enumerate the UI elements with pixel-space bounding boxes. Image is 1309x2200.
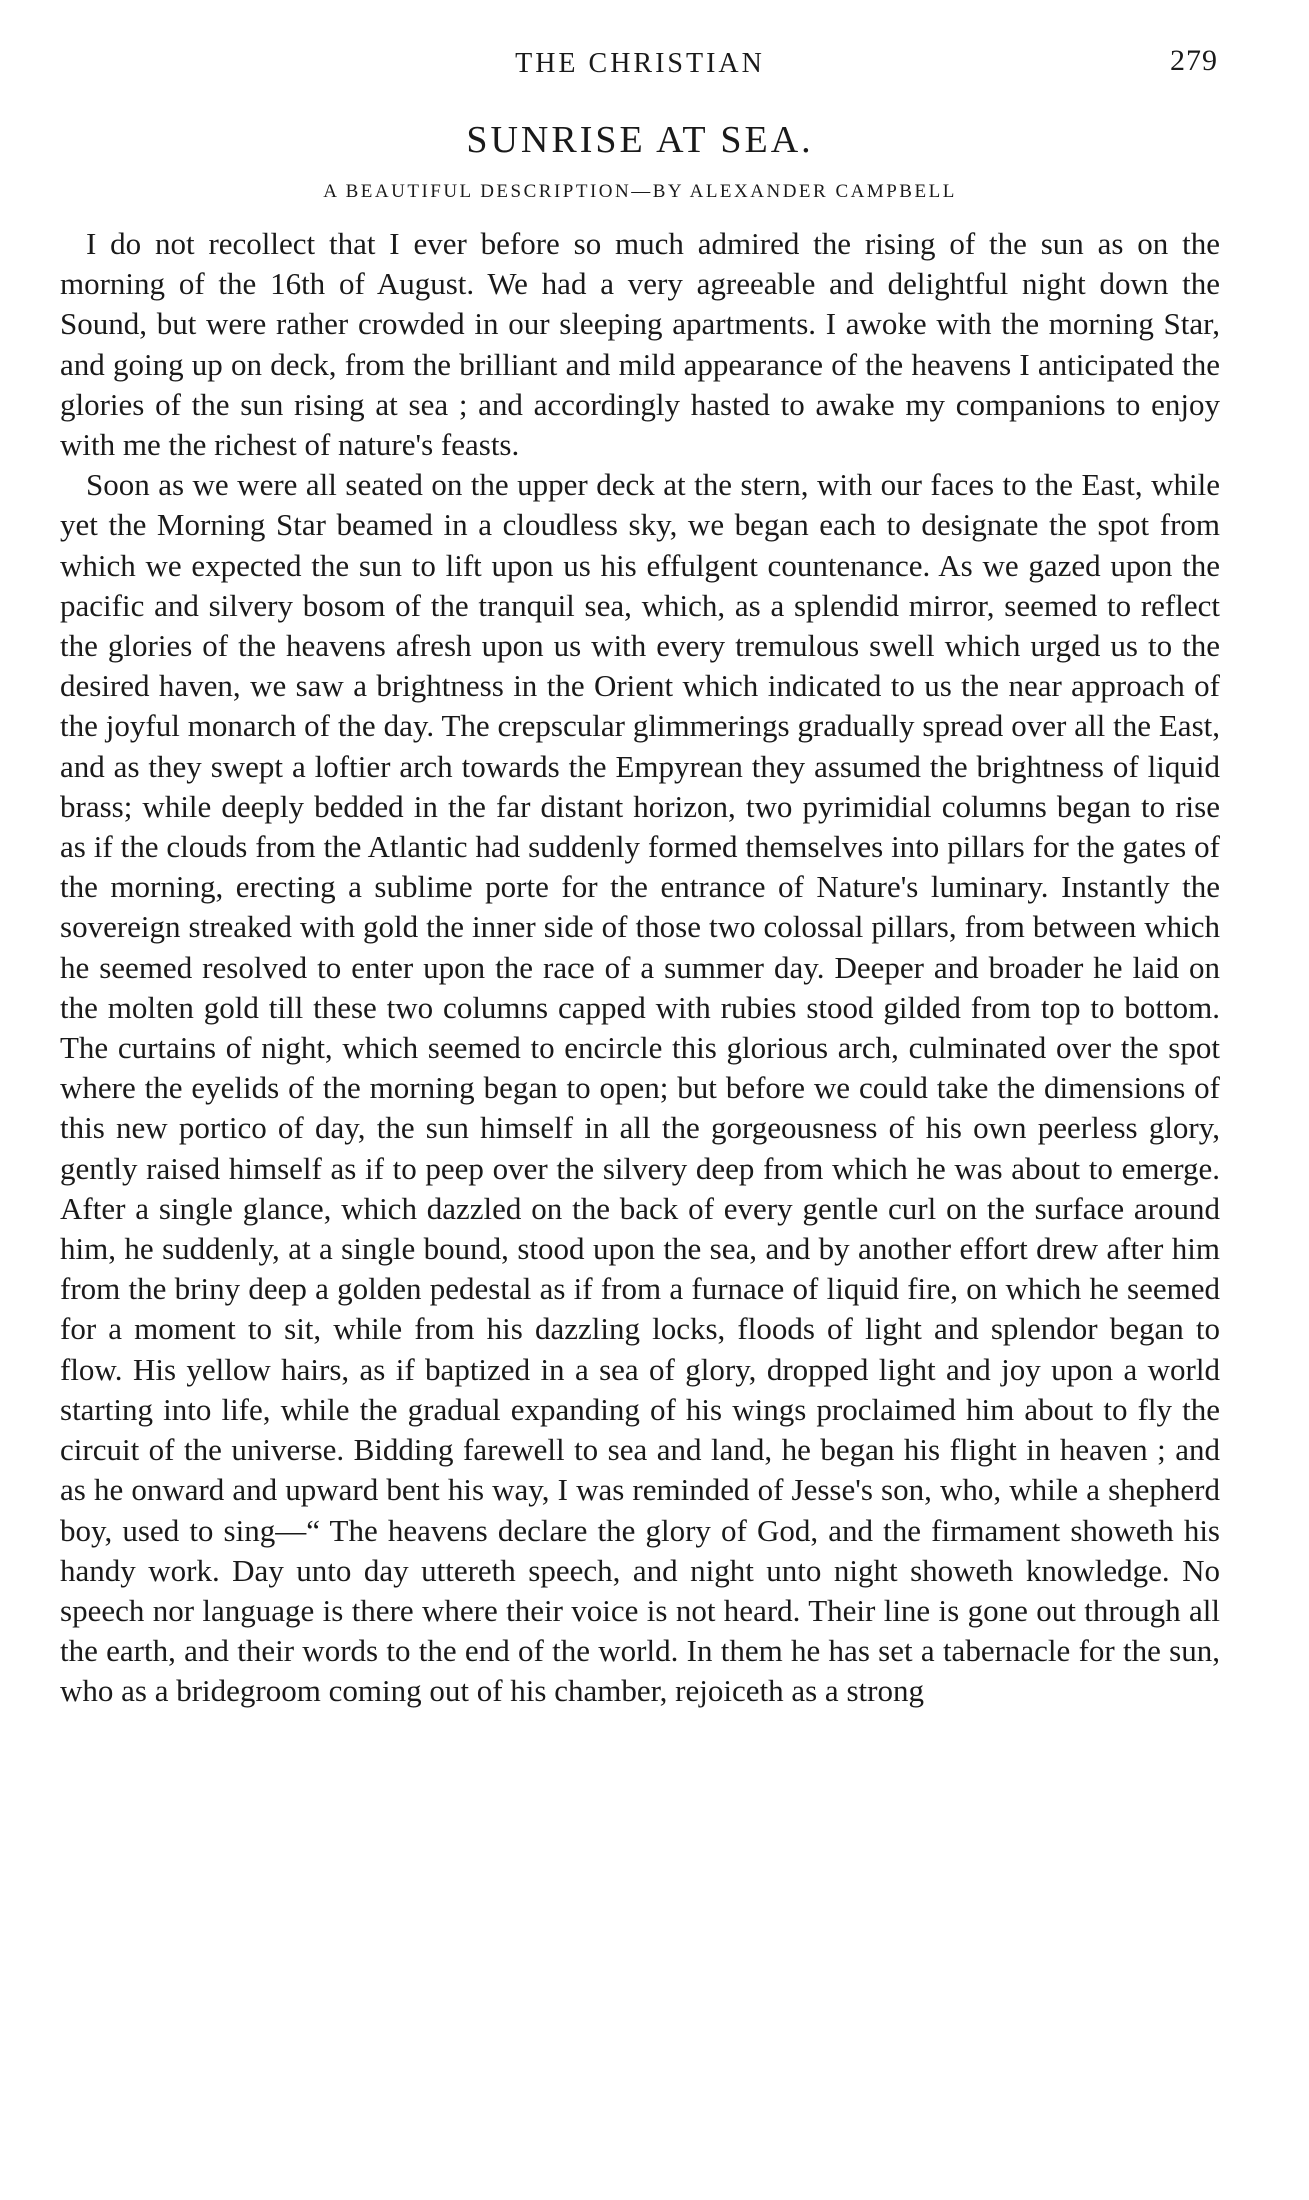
running-title: THE CHRISTIAN	[515, 48, 765, 79]
paragraph: I do not recollect that I ever before so much admired the rising of the sun as on the morning of the 16th of August. We had a very agreeable and delightful night down the Sound, but were rather crowded in our sleeping apartments. I awoke with the morning Star, and going up on deck, from the brilliant and mild appearance of the heavens I anticipated the glories of the sun rising at sea ; and accordingly hasted to awake my companions to enjoy with me the richest of nature's feasts.	[60, 226, 1220, 463]
running-head	[60, 40, 1220, 84]
article-body	[60, 224, 1220, 1712]
article-title: SUNRISE AT SEA.	[466, 119, 814, 161]
page-number: 279	[1170, 44, 1218, 77]
document-page	[60, 40, 1220, 2170]
paragraph: Soon as we were all seated on the upper deck at the stern, with our faces to the East, while yet the Morning Star beamed in a cloudless sky, we began each to designate the spot from which we expected the sun to lift upon us his effulgent countenance. As we gazed upon the pacific and silvery bosom of the tranquil sea, which, as a splendid mirror, seemed to reflect the glories of the heavens afresh upon us with every tremulous swell which urged us to the desired haven, we saw a brightness in the Orient which indicated to us the near approach of the joyful monarch of the day. The crepscular glimmerings gradually spread over all the East, and as they swept a loftier arch towards the Empyrean they assumed the brightness of liquid brass; while deeply bedded in the far distant horizon, two pyrimidial columns began to rise as if the clouds from the Atlantic had suddenly formed themselves into pillars for the gates of the morning, erecting a sublime porte for the entrance of Nature's luminary. Instantly the sovereign streaked with gold the inner side of those two colossal pillars, from between which he seemed resolved to enter upon the race of a summer day. Deeper and broader he laid on the molten gold till these two columns capped with rubies stood gilded from top to bottom. The curtains of night, which seemed to encircle this glorious arch, culminated over the spot where the eyelids of the morning began to open; but before we could take the dimensions of this new portico of day, the sun himself in all the gorgeousness of his own peerless glory, gently raised himself as if to peep over the silvery deep from which he was about to emerge. After a single glance, which dazzled on the back of every gentle curl on the surface around him, he suddenly, at a single bound, stood upon the sea, and by another effort drew after him from the briny deep a golden pedestal as if from a furnace of liquid fire, on which he seemed for a moment to sit, while from his dazzling locks, floods of light and splendor began to flow. His yellow hairs, as if baptized in a sea of glory, dropped light and joy upon a world starting into life, while the gradual expanding of his wings proclaimed him about to fly the circuit of the universe. Bidding farewell to sea and land, he began his flight in heaven ; and as he onward and upward bent his way, I was reminded of Jesse's son, who, while a shepherd boy, used to sing—“ The heavens declare the glory of God, and the firmament showeth his handy work. Day unto day uttereth speech, and night unto night showeth knowledge. No speech nor language is there where their voice is not heard. Their line is gone out through all the earth, and their words to the end of the world. In them he has set a tabernacle for the sun, who as a bridegroom coming out of his chamber, rejoiceth as a strong	[60, 467, 1220, 1709]
byline: A BEAUTIFUL DESCRIPTION—BY ALEXANDER CAMPBELL	[323, 181, 957, 202]
